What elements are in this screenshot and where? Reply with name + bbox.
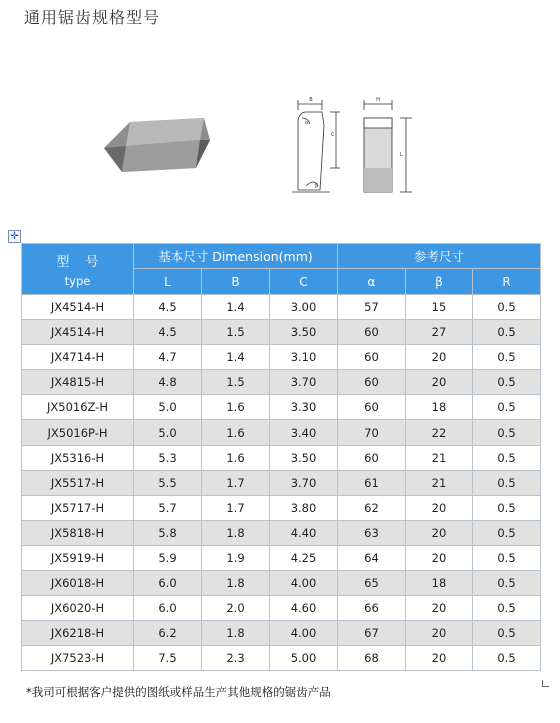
cell-l: 4.5: [134, 320, 202, 345]
cell-r: 0.5: [473, 345, 541, 370]
table-header-row: [22, 244, 541, 269]
cell-c: 4.00: [270, 621, 338, 646]
diagram-label-beta: β: [315, 183, 319, 189]
cell-beta: 21: [406, 445, 473, 470]
cell-beta: 20: [406, 520, 473, 545]
cell-alpha: 60: [338, 445, 406, 470]
cell-beta: 20: [406, 345, 473, 370]
cell-model: JX5016Z-H: [22, 395, 134, 420]
diagram-label-l: L: [400, 152, 403, 158]
move-cross-icon[interactable]: ✛: [8, 230, 21, 243]
cell-r: 0.5: [473, 545, 541, 570]
cell-r: 0.5: [473, 495, 541, 520]
table-row: [22, 621, 541, 646]
type-header-en: type: [64, 273, 91, 288]
cell-model: JX5517-H: [22, 470, 134, 495]
cell-l: 6.2: [134, 621, 202, 646]
cell-alpha: 68: [338, 646, 406, 671]
cell-model: JX5717-H: [22, 495, 134, 520]
cell-b: 1.8: [202, 571, 270, 596]
spec-table: [21, 243, 541, 671]
type-header-cn: 型 号: [56, 254, 105, 270]
cell-alpha: 65: [338, 571, 406, 596]
cell-r: 0.5: [473, 596, 541, 621]
cell-model: JX7523-H: [22, 646, 134, 671]
cell-beta: 27: [406, 320, 473, 345]
cell-l: 5.8: [134, 520, 202, 545]
table-row: [22, 545, 541, 570]
cell-b: 1.9: [202, 545, 270, 570]
cell-alpha: 60: [338, 345, 406, 370]
cell-model: JX4815-H: [22, 370, 134, 395]
cell-c: 5.00: [270, 646, 338, 671]
cell-model: JX6218-H: [22, 621, 134, 646]
cell-r: 0.5: [473, 370, 541, 395]
table-row: [22, 420, 541, 445]
cell-model: JX4514-H: [22, 295, 134, 320]
table-row: [22, 295, 541, 320]
cell-model: JX6020-H: [22, 596, 134, 621]
table-row: [22, 571, 541, 596]
col-header-c: C: [270, 269, 338, 295]
cell-r: 0.5: [473, 621, 541, 646]
cell-b: 1.5: [202, 320, 270, 345]
cell-beta: 18: [406, 395, 473, 420]
cell-beta: 20: [406, 370, 473, 395]
cell-alpha: 60: [338, 370, 406, 395]
cell-l: 5.0: [134, 395, 202, 420]
page-title: 通用锯齿规格型号: [24, 8, 161, 27]
col-header-b: B: [202, 269, 270, 295]
cell-b: 1.7: [202, 470, 270, 495]
col-header-beta: β: [406, 269, 473, 295]
col-header-l: L: [134, 269, 202, 295]
cell-alpha: 61: [338, 470, 406, 495]
cell-beta: 20: [406, 621, 473, 646]
cell-alpha: 62: [338, 495, 406, 520]
dimension-group-header: 基本尺寸 Dimension(mm): [134, 244, 338, 269]
diagram-label-b: B: [309, 97, 313, 103]
table-row: [22, 320, 541, 345]
cell-l: 5.9: [134, 545, 202, 570]
reference-group-header: 参考尺寸: [338, 244, 541, 269]
cell-c: 3.50: [270, 445, 338, 470]
cell-c: 3.00: [270, 295, 338, 320]
cell-beta: 15: [406, 295, 473, 320]
cell-beta: 18: [406, 571, 473, 596]
table-row: [22, 470, 541, 495]
footnote: *我司可根据客户提供的图纸或样品生产其他规格的锯齿产品: [26, 685, 331, 699]
cell-c: 4.60: [270, 596, 338, 621]
cell-r: 0.5: [473, 646, 541, 671]
cell-b: 1.6: [202, 420, 270, 445]
cell-b: 1.8: [202, 621, 270, 646]
table-row: [22, 596, 541, 621]
cell-b: 1.4: [202, 295, 270, 320]
cell-model: JX5316-H: [22, 445, 134, 470]
cell-l: 4.8: [134, 370, 202, 395]
cell-b: 1.8: [202, 520, 270, 545]
table-row: [22, 646, 541, 671]
cell-r: 0.5: [473, 320, 541, 345]
cell-beta: 21: [406, 470, 473, 495]
cell-alpha: 66: [338, 596, 406, 621]
cell-r: 0.5: [473, 571, 541, 596]
cell-c: 4.40: [270, 520, 338, 545]
cell-r: 0.5: [473, 520, 541, 545]
page-corner-mark: [542, 680, 549, 687]
cell-c: 3.30: [270, 395, 338, 420]
cell-b: 1.6: [202, 395, 270, 420]
table-row: [22, 445, 541, 470]
cell-r: 0.5: [473, 420, 541, 445]
cell-l: 6.0: [134, 596, 202, 621]
cell-alpha: 57: [338, 295, 406, 320]
cell-b: 2.0: [202, 596, 270, 621]
cell-c: 3.70: [270, 370, 338, 395]
cell-b: 1.6: [202, 445, 270, 470]
cell-c: 3.50: [270, 320, 338, 345]
cell-beta: 20: [406, 596, 473, 621]
cell-l: 5.3: [134, 445, 202, 470]
cell-b: 1.5: [202, 370, 270, 395]
cell-model: JX4714-H: [22, 345, 134, 370]
table-row: [22, 520, 541, 545]
cell-r: 0.5: [473, 395, 541, 420]
cell-model: JX6018-H: [22, 571, 134, 596]
cell-l: 5.0: [134, 420, 202, 445]
cell-beta: 20: [406, 646, 473, 671]
cell-alpha: 60: [338, 395, 406, 420]
cell-alpha: 70: [338, 420, 406, 445]
col-header-alpha: α: [338, 269, 406, 295]
cell-model: JX5818-H: [22, 520, 134, 545]
cell-c: 3.70: [270, 470, 338, 495]
diagram-label-alpha: α: [305, 120, 309, 126]
cell-l: 4.5: [134, 295, 202, 320]
diagram-label-c: C: [331, 132, 335, 138]
product-illustrations: [0, 0, 560, 230]
cell-c: 3.80: [270, 495, 338, 520]
col-header-r: R: [473, 269, 541, 295]
cell-beta: 20: [406, 495, 473, 520]
cell-alpha: 67: [338, 621, 406, 646]
table-row: [22, 495, 541, 520]
cell-l: 5.5: [134, 470, 202, 495]
cell-alpha: 63: [338, 520, 406, 545]
table-row: [22, 370, 541, 395]
cell-r: 0.5: [473, 295, 541, 320]
saw-tip-side-profile: [292, 100, 340, 192]
cell-c: 3.10: [270, 345, 338, 370]
cell-r: 0.5: [473, 470, 541, 495]
cell-l: 4.7: [134, 345, 202, 370]
cell-model: JX5016P-H: [22, 420, 134, 445]
saw-tip-3d-render: [104, 118, 210, 172]
spec-table-body: [22, 295, 541, 671]
saw-tip-front-view: [364, 100, 412, 192]
cell-beta: 20: [406, 545, 473, 570]
cell-c: 4.25: [270, 545, 338, 570]
cell-alpha: 60: [338, 320, 406, 345]
table-row: [22, 345, 541, 370]
cell-l: 6.0: [134, 571, 202, 596]
cell-b: 1.7: [202, 495, 270, 520]
cell-beta: 22: [406, 420, 473, 445]
table-row: [22, 395, 541, 420]
cell-l: 7.5: [134, 646, 202, 671]
cell-c: 3.40: [270, 420, 338, 445]
cell-b: 1.4: [202, 345, 270, 370]
cell-l: 5.7: [134, 495, 202, 520]
cell-b: 2.3: [202, 646, 270, 671]
cell-model: JX4514-H: [22, 320, 134, 345]
cell-r: 0.5: [473, 445, 541, 470]
cell-alpha: 64: [338, 545, 406, 570]
diagram-label-h: H: [376, 97, 380, 103]
cell-model: JX5919-H: [22, 545, 134, 570]
type-header: [22, 244, 134, 295]
cell-c: 4.00: [270, 571, 338, 596]
